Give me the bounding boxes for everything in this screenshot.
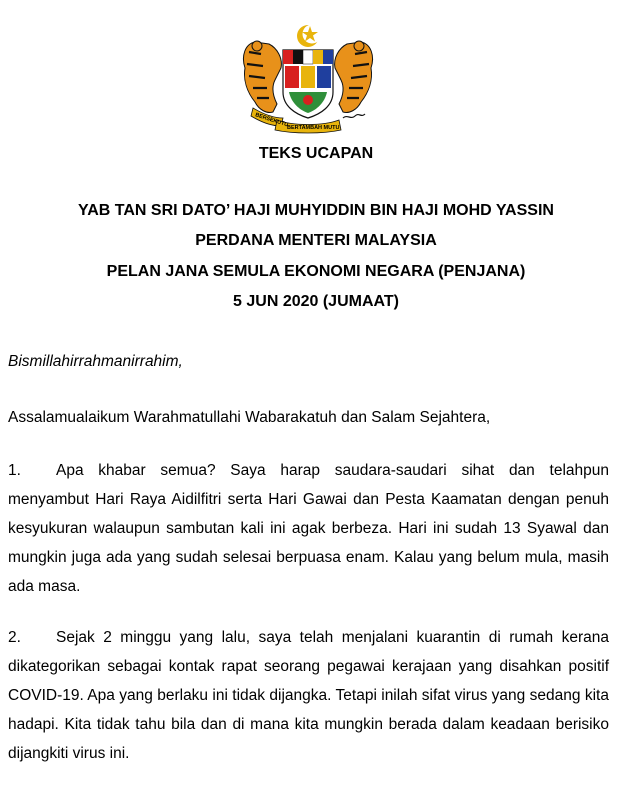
- crescent-star-icon: [297, 25, 322, 48]
- jawi-script-icon: [343, 114, 365, 118]
- crest-scroll-bottom-text: BERTAMBAH MUTU: [287, 125, 340, 131]
- speech-paragraph: [8, 456, 609, 601]
- speaker-position: PERDANA MENTERI MALAYSIA: [195, 232, 437, 249]
- shield-icon: [283, 50, 333, 118]
- document-type-title: TEKS UCAPAN: [258, 145, 374, 162]
- speech-date: 5 JUN 2020 (JUMAAT): [233, 293, 399, 310]
- opening-invocation: Bismillahirrahmanirrahim,: [8, 353, 183, 370]
- crest-scroll-left-text: BERSEKUTU: [254, 112, 289, 129]
- coat-of-arms-emblem: [233, 22, 383, 134]
- paragraph-text: Sejak 2 minggu yang lalu, saya telah menjalani kuarantin di rumah kerana dikategorikan sebagai kontak rapat seorang pegawai kerajaan yang disahkan positif COVID-19. Apa yang berlaku ini tidak dijangka. Tetapi inilah sifat virus yang sedang kita hadapi. Kita tidak tahu bila dan di mana kita mungkin berada dalam keadaan berisiko dijangkiti virus ini.: [8, 629, 609, 762]
- paragraph-number: 2.: [8, 629, 21, 646]
- speech-paragraph: [8, 623, 609, 768]
- event-title: PELAN JANA SEMULA EKONOMI NEGARA (PENJANA): [106, 263, 526, 280]
- salutation: Assalamualaikum Warahmatullahi Wabarakatuh dan Salam Sejahtera,: [8, 409, 491, 426]
- paragraph-text: Apa khabar semua? Saya harap saudara-saudari sihat dan telahpun menyambut Hari Raya Aidilfitri serta Hari Gawai dan Pesta Kaamatan dengan penuh kesyukuran walaupun sambutan kali ini agak berbeza. Hari ini sudah 13 Syawal dan mungkin juga ada yang sudah selesai berpuasa enam. Kalau yang belum mula, masih ada masa.: [8, 462, 609, 595]
- left-tiger-icon: [243, 41, 281, 113]
- speaker-name: YAB TAN SRI DATO’ HAJI MUHYIDDIN BIN HAJI MOHD YASSIN: [78, 202, 554, 219]
- paragraph-number: 1.: [8, 462, 21, 479]
- right-tiger-icon: [335, 41, 373, 113]
